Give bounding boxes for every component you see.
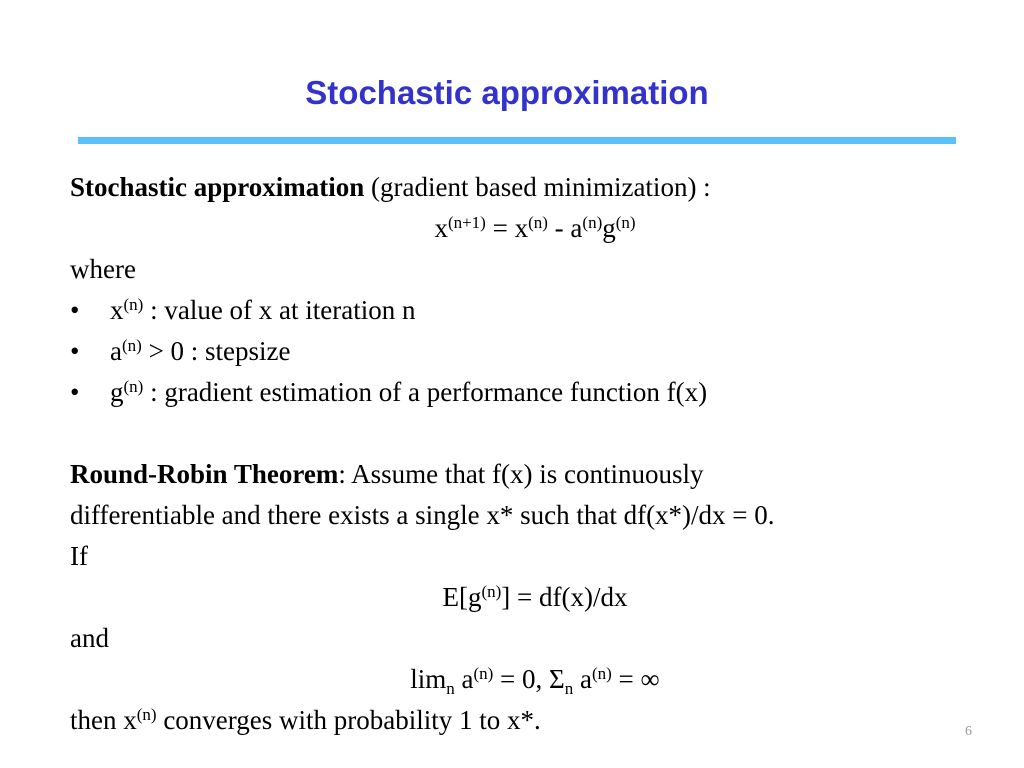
formula-x: x bbox=[434, 213, 448, 243]
theorem-bold: Round-Robin Theorem bbox=[70, 459, 339, 489]
theorem-line-2: differentiable and there exists a single x* such that df(x*)/dx = 0. bbox=[70, 500, 775, 530]
formula-minus-a: - a bbox=[547, 213, 583, 243]
intro-line bbox=[70, 167, 970, 208]
and-line: and bbox=[70, 623, 109, 653]
limit-end: = ∞ bbox=[611, 664, 660, 694]
expectation-formula bbox=[70, 577, 970, 618]
limit-formula bbox=[70, 659, 970, 700]
limit-mid: = 0, Σ bbox=[493, 664, 565, 694]
expectation-pre: E[g bbox=[442, 582, 482, 612]
bullet-var: g bbox=[110, 377, 124, 407]
page-number: 6 bbox=[965, 724, 972, 739]
theorem-line-1 bbox=[70, 454, 970, 495]
formula-x2-sup: (n) bbox=[528, 213, 548, 232]
formula-x-sup: (n+1) bbox=[447, 213, 486, 232]
intro-bold: Stochastic approximation bbox=[70, 172, 365, 202]
if-line: If bbox=[70, 541, 88, 571]
formula-eq: = x bbox=[485, 213, 529, 243]
conclusion-line bbox=[70, 700, 970, 741]
conclusion-pre: then x bbox=[70, 705, 137, 735]
bullet-icon: • bbox=[70, 377, 80, 407]
formula-a-sup: (n) bbox=[582, 213, 603, 232]
bullet-text: > 0 : stepsize bbox=[141, 336, 291, 366]
bullet-item bbox=[70, 372, 970, 413]
limit-a1-sup: (n) bbox=[473, 664, 494, 683]
where-line: where bbox=[70, 254, 136, 284]
conclusion-post: converges with probability 1 to x*. bbox=[156, 705, 541, 735]
bullet-sup: (n) bbox=[123, 377, 144, 396]
formula-g-sup: (n) bbox=[615, 213, 636, 232]
bullet-sup: (n) bbox=[121, 336, 142, 355]
limit-lim: lim bbox=[410, 664, 447, 694]
spacer bbox=[70, 413, 970, 454]
limit-a2-sup: (n) bbox=[591, 664, 612, 683]
expectation-sup: (n) bbox=[481, 582, 502, 601]
title-divider bbox=[78, 137, 956, 144]
bullet-icon: • bbox=[70, 336, 80, 366]
limit-sum-sub: n bbox=[564, 679, 574, 698]
intro-rest: (gradient based minimization) : bbox=[364, 172, 711, 202]
formula-g: g bbox=[602, 213, 616, 243]
bullet-sup: (n) bbox=[123, 295, 144, 314]
bullet-icon: • bbox=[70, 295, 80, 325]
bullet-var: a bbox=[110, 336, 122, 366]
slide-body bbox=[70, 167, 970, 741]
conclusion-sup: (n) bbox=[136, 705, 157, 724]
bullet-var: x bbox=[110, 295, 124, 325]
bullet-text: : gradient estimation of a performance function f(x) bbox=[143, 377, 708, 407]
bullet-item bbox=[70, 290, 970, 331]
bullet-text: : value of x at iteration n bbox=[143, 295, 416, 325]
theorem-text-1: : Assume that f(x) is continuously bbox=[338, 459, 704, 489]
update-rule-formula bbox=[70, 208, 970, 249]
bullet-item bbox=[70, 331, 970, 372]
expectation-post: ] = df(x)/dx bbox=[501, 582, 628, 612]
slide-title: Stochastic approximation bbox=[305, 74, 709, 111]
limit-lim-sub: n bbox=[446, 679, 455, 698]
limit-a2: a bbox=[573, 664, 592, 694]
limit-a1: a bbox=[454, 664, 474, 694]
